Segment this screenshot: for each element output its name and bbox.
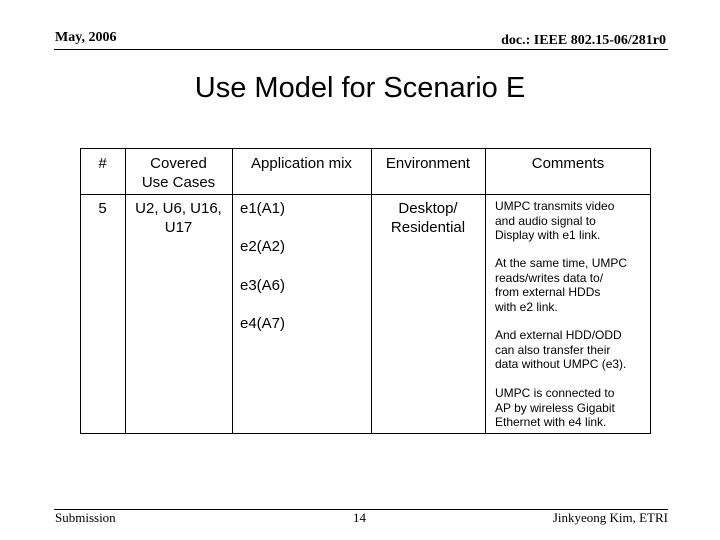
comment-paragraph: UMPC transmits video and audio signal to Display with e1 link. bbox=[495, 199, 615, 242]
column-divider bbox=[371, 148, 372, 434]
header-date: May, 2006 bbox=[55, 30, 117, 45]
column-divider bbox=[232, 148, 233, 434]
slide-title: Use Model for Scenario E bbox=[194, 72, 526, 104]
row-use-cases: U2, U6, U16, U17 bbox=[135, 200, 222, 236]
header-row-divider bbox=[80, 194, 651, 195]
column-header-num: # bbox=[98, 155, 107, 172]
column-divider bbox=[485, 148, 486, 434]
row-environment: Desktop/ Residential bbox=[390, 200, 466, 236]
header-doc-id: doc.: IEEE 802.15-06/281r0 bbox=[501, 33, 666, 48]
app-item: e4(A7) bbox=[240, 315, 286, 332]
app-item: e2(A2) bbox=[240, 238, 286, 255]
header-rule bbox=[54, 49, 668, 50]
comment-paragraph: UMPC is connected to AP by wireless Gigabit Ethernet with e4 link. bbox=[495, 386, 615, 429]
comment-paragraph: At the same time, UMPC reads/writes data to/ from external HDDs with e2 link. bbox=[495, 256, 628, 314]
column-header-comments: Comments bbox=[531, 155, 605, 172]
app-item: e3(A6) bbox=[240, 277, 286, 294]
column-header-use-cases: Covered Use Cases bbox=[141, 155, 216, 191]
column-header-app-mix: Application mix bbox=[251, 155, 352, 172]
app-item: e1(A1) bbox=[240, 200, 286, 217]
footer-author: Jinkyeong Kim, ETRI bbox=[552, 510, 668, 525]
footer-submission: Submission bbox=[55, 510, 116, 525]
footer-page-number: 14 bbox=[353, 510, 366, 525]
comment-paragraph: And external HDD/ODD can also transfer their data without UMPC (e3). bbox=[495, 328, 627, 371]
row-num: 5 bbox=[98, 200, 107, 217]
column-header-environment: Environment bbox=[385, 155, 471, 172]
